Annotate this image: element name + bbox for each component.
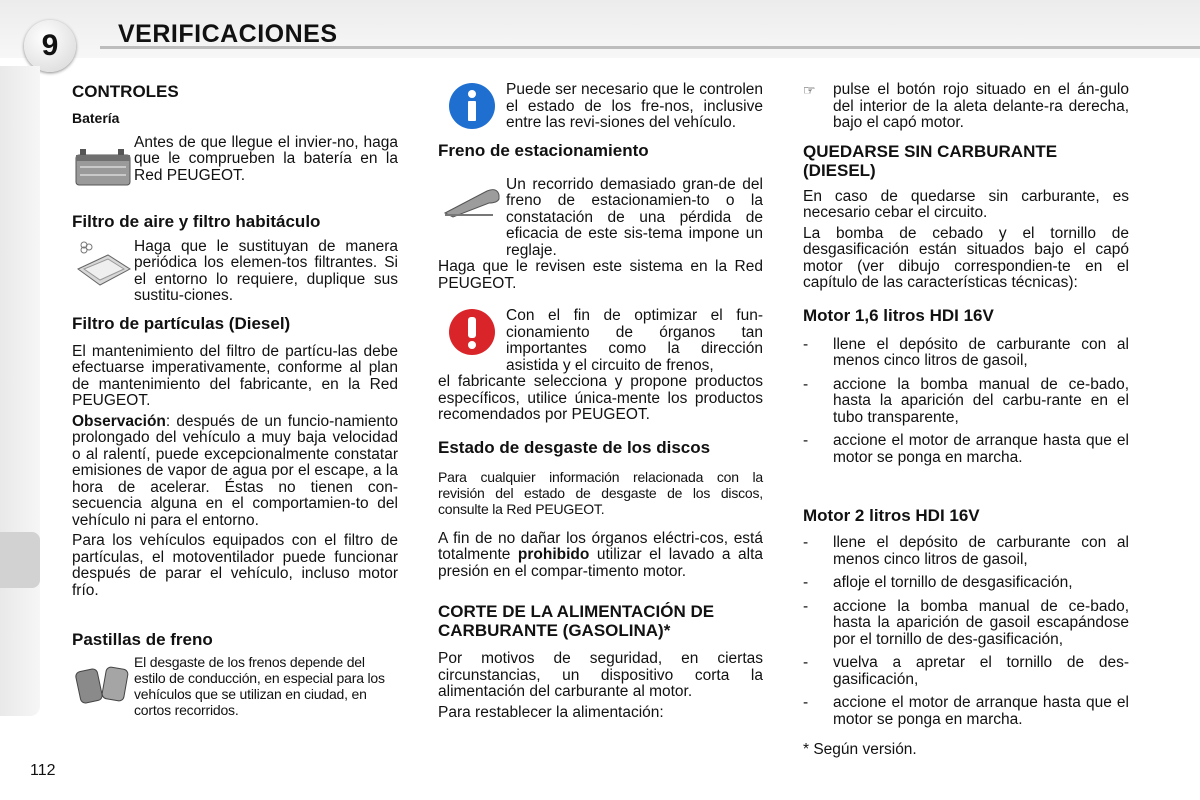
warning-block	[438, 308, 763, 374]
parking-brake-icon	[438, 177, 506, 219]
motoventilador-text: Para los vehículos equipados con el filtro de partículas, el motoventilador puede funcionar después de parar el vehículo, incluso motor frío.	[72, 532, 398, 599]
list-item-text: llene el depósito de carburante con al menos cinco litros de gasoil,	[833, 335, 1129, 369]
freno-estacionamiento-text: Un recorrido demasiado gran-de del freno de estacionamien-to o la constatación de una pérdida de eficacia de este sis-tema impone un reglaje.	[506, 175, 763, 259]
info-icon	[438, 82, 506, 130]
controles-heading: CONTROLES	[72, 82, 179, 101]
list-item	[803, 433, 1129, 466]
filtro-aire-text: Haga que le sustituyan de manera periódica los elemen-tos filtrantes. Si el entorno lo requiere, duplique sus sustitu-ciones.	[134, 237, 398, 304]
discos-text: Para cualquier información relacionada con la revisión del estado de desgaste de los discos, consulte la Red PEUGEOT.	[438, 468, 763, 517]
page-number: 112	[30, 762, 56, 779]
freno-estacionamiento-block	[438, 177, 763, 260]
discos-heading: Estado de desgaste de los discos	[438, 437, 711, 457]
restablecer-text: Para restablecer la alimentación:	[438, 703, 664, 721]
list-item	[803, 575, 1129, 592]
dash-bullet: -	[803, 654, 809, 671]
footnote: * Según versión.	[803, 741, 917, 758]
lavado-text-a: A fin de no dañar los órganos eléctri-cos, está totalmente	[438, 529, 763, 563]
corte-text: Por motivos de seguridad, en ciertas circunstancias, un dispositivo corta la alimentación del carburante al motor.	[438, 650, 763, 700]
lavado-text	[438, 531, 763, 581]
dash-bullet: -	[803, 432, 809, 449]
list-item	[803, 655, 1129, 688]
list-item	[803, 695, 1129, 728]
observacion-body: : después de un funcio-namiento prolongado del vehículo a muy baja velocidad o al ralentí, puede excepcionalmente constatar emisiones de vapor de agua por el escape, a la hora de acelerar. Éstas no tienen con-secuencia alguna en el comportamien-to del vehículo ni para el entorno.	[72, 412, 398, 529]
list-item-text: accione la bomba manual de ce-bado, hasta la aparición de gasoil escapándose por el tornillo de des-gasificación,	[833, 597, 1129, 648]
motor2-steps	[803, 535, 1129, 728]
side-index-rail	[0, 66, 40, 716]
pointing-hand-icon: ☞	[803, 82, 816, 98]
list-item	[803, 377, 1129, 427]
list-item-text: accione el motor de arranque hasta que el motor se ponga en marcha.	[833, 694, 1129, 728]
particulas-heading: Filtro de partículas (Diesel)	[72, 313, 291, 333]
list-item	[803, 599, 1129, 649]
quedarse-text1: En caso de quedarse sin carburante, es necesario cebar el circuito.	[803, 187, 1129, 221]
dash-bullet: -	[803, 534, 809, 551]
dash-bullet: -	[803, 574, 809, 591]
list-item-text: accione la bomba manual de ce-bado, hasta la aparición del carbu-rante en el tubo transparente,	[833, 375, 1129, 426]
boton-rojo-text: pulse el botón rojo situado en el án-gulo del interior de la aleta delante-ra derecha, bajo el capó motor.	[833, 81, 1129, 131]
bateria-block	[72, 135, 398, 187]
freno-estacionamiento-text2: Haga que le revisen este sistema en la Red PEUGEOT.	[438, 258, 763, 292]
warning-icon	[438, 308, 506, 356]
observacion-label: Observación	[72, 412, 166, 430]
pastillas-heading: Pastillas de freno	[72, 630, 213, 649]
info-block	[438, 82, 763, 132]
motor2-heading: Motor 2 litros HDI 16V	[803, 506, 980, 525]
bateria-text: Antes de que llegue el invier-no, haga que le comprueben la batería en la Red PEUGEOT.	[134, 133, 398, 184]
particulas-text: El mantenimiento del filtro de partícu-las debe efectuarse imperativamente, conforme al plan de mantenimiento del fabricante, en la Red PEUGEOT.	[72, 342, 398, 409]
battery-icon	[72, 135, 134, 187]
page-title: VERIFICACIONES	[118, 20, 338, 48]
warning-text: Con el fin de optimizar el fun-cionamiento de órganos tan importantes como la dirección asistida y el circuito de frenos,	[506, 307, 763, 374]
observacion-text	[72, 414, 398, 530]
filtro-aire-block	[72, 239, 398, 305]
warning-text2: el fabricante selecciona y propone productos específicos, utilice única-mente los productos recomendados por PEUGEOT.	[438, 373, 763, 423]
column-1	[72, 82, 398, 718]
column-2	[438, 82, 763, 721]
column-3	[803, 82, 1129, 759]
list-item	[803, 337, 1129, 370]
bateria-heading: Batería	[72, 110, 120, 126]
chapter-badge: 9	[24, 20, 76, 72]
lavado-bold: prohibido	[517, 546, 590, 563]
lavado-text-b: utilizar el lavado a alta presión en el compar-timento motor.	[438, 546, 764, 580]
quedarse-text2: La bomba de cebado y el tornillo de desgasificación están situados bajo el capó motor (ver dibujo correspondien-te en el capítulo de las características técnicas):	[803, 224, 1129, 291]
dash-bullet: -	[803, 375, 809, 393]
pastillas-text: El desgaste de los frenos depende del estilo de conducción, en especial para los vehículos que se utilizan en ciudad, en cortos recorridos.	[134, 654, 385, 718]
list-item-text: accione el motor de arranque hasta que el motor se ponga en marcha.	[833, 432, 1129, 466]
corte-heading: CORTE DE LA ALIMENTACIÓN DE CARBURANTE (GASOLINA)*	[438, 602, 715, 640]
list-item-text: afloje el tornillo de desgasificación,	[833, 574, 1073, 591]
list-item-text: llene el depósito de carburante con al menos cinco litros de gasoil,	[833, 534, 1129, 568]
list-item-text: vuelva a apretar el tornillo de des-gasificación,	[833, 654, 1129, 688]
dash-bullet: -	[803, 335, 809, 353]
filtro-aire-heading: Filtro de aire y filtro habitáculo	[72, 211, 321, 231]
list-item	[803, 535, 1129, 568]
motor16-steps	[803, 337, 1129, 467]
brake-pads-icon	[72, 654, 134, 706]
side-index-tab[interactable]	[0, 532, 40, 588]
freno-estacionamiento-heading: Freno de estacionamiento	[438, 140, 649, 160]
air-filter-icon	[72, 239, 134, 289]
dash-bullet: -	[803, 597, 809, 615]
info-text: Puede ser necesario que le controlen el estado de los fre-nos, inclusive entre las revi-siones del vehículo.	[506, 81, 763, 131]
motor16-heading: Motor 1,6 litros HDI 16V	[803, 305, 994, 325]
quedarse-heading: QUEDARSE SIN CARBURANTE (DIESEL)	[803, 141, 1058, 180]
boton-rojo-item	[803, 82, 1129, 132]
pastillas-block	[72, 654, 398, 718]
dash-bullet: -	[803, 694, 809, 711]
